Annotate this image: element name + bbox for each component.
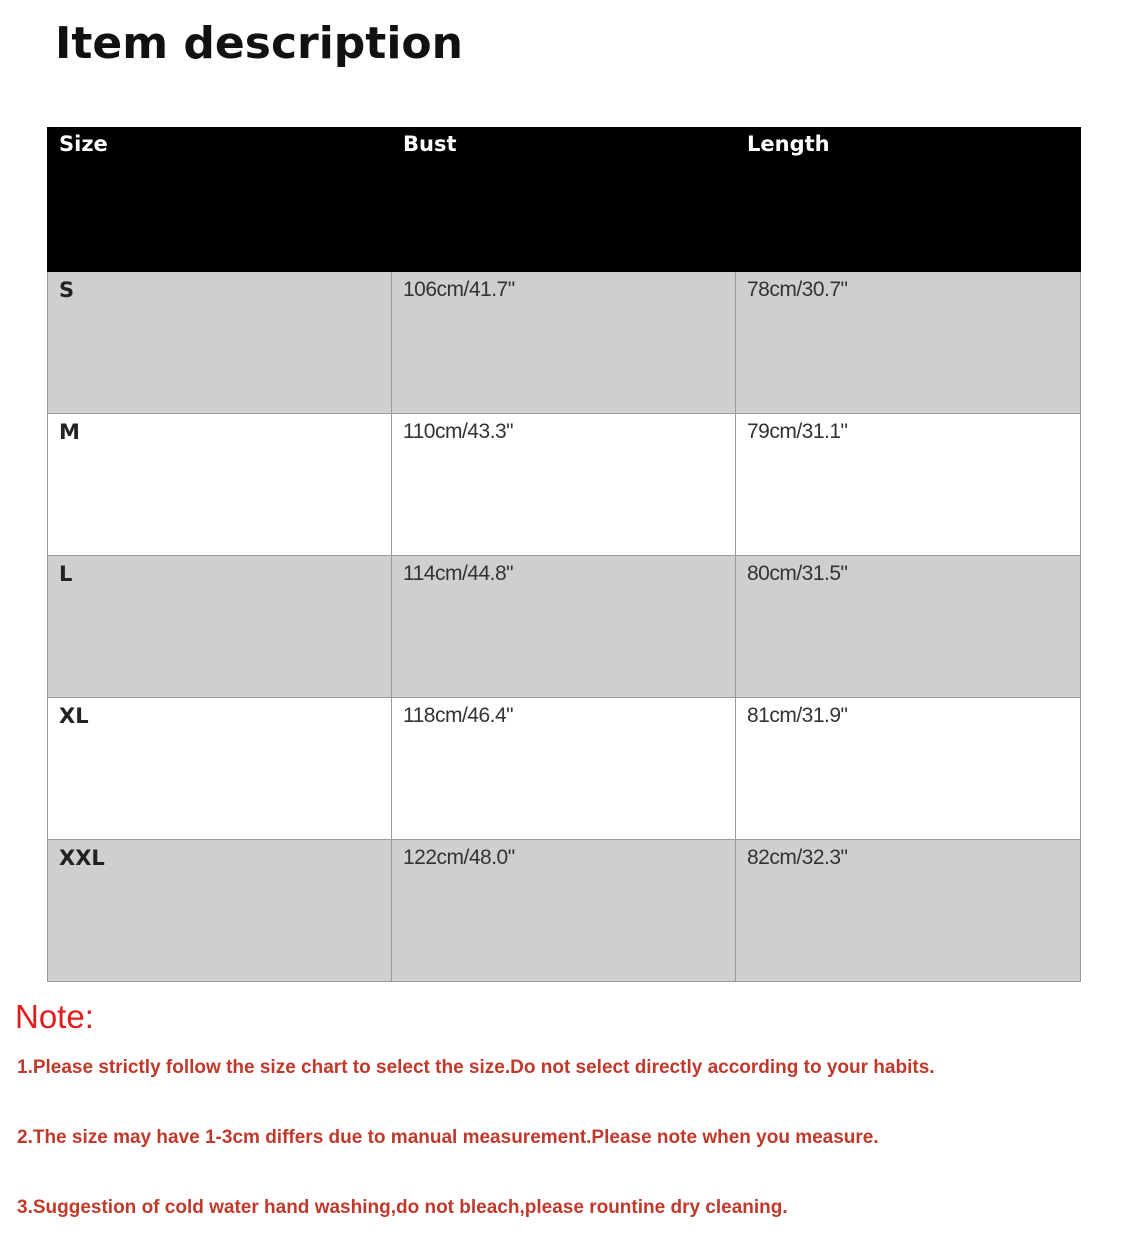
table-header-row <box>48 128 1081 272</box>
note-line: 2.The size may have 1-3cm differs due to manual measurement.Please note when you measure. <box>17 1127 879 1148</box>
bust-cell: 106cm/41.7" <box>392 272 736 414</box>
note-line: 3.Suggestion of cold water hand washing,do not bleach,please rountine dry cleaning. <box>17 1197 788 1218</box>
column-header-length: Length <box>736 128 1081 272</box>
length-cell: 82cm/32.3" <box>736 840 1081 982</box>
column-header-size: Size <box>48 128 392 272</box>
column-header-bust: Bust <box>392 128 736 272</box>
table-row <box>48 272 1081 414</box>
table-row <box>48 414 1081 556</box>
size-cell: M <box>48 414 392 556</box>
bust-cell: 122cm/48.0" <box>392 840 736 982</box>
note-heading: Note: <box>15 998 94 1035</box>
size-cell: XL <box>48 698 392 840</box>
table-row <box>48 840 1081 982</box>
length-cell: 79cm/31.1" <box>736 414 1081 556</box>
size-cell: XXL <box>48 840 392 982</box>
length-cell: 81cm/31.9" <box>736 698 1081 840</box>
note-line: 1.Please strictly follow the size chart to select the size.Do not select directly according to your habits. <box>17 1057 935 1078</box>
page-title: Item description <box>55 18 463 69</box>
length-cell: 80cm/31.5" <box>736 556 1081 698</box>
size-chart-table <box>47 127 1081 982</box>
table-row <box>48 556 1081 698</box>
bust-cell: 110cm/43.3" <box>392 414 736 556</box>
size-cell: S <box>48 272 392 414</box>
size-cell: L <box>48 556 392 698</box>
length-cell: 78cm/30.7" <box>736 272 1081 414</box>
bust-cell: 114cm/44.8" <box>392 556 736 698</box>
table-row <box>48 698 1081 840</box>
bust-cell: 118cm/46.4" <box>392 698 736 840</box>
